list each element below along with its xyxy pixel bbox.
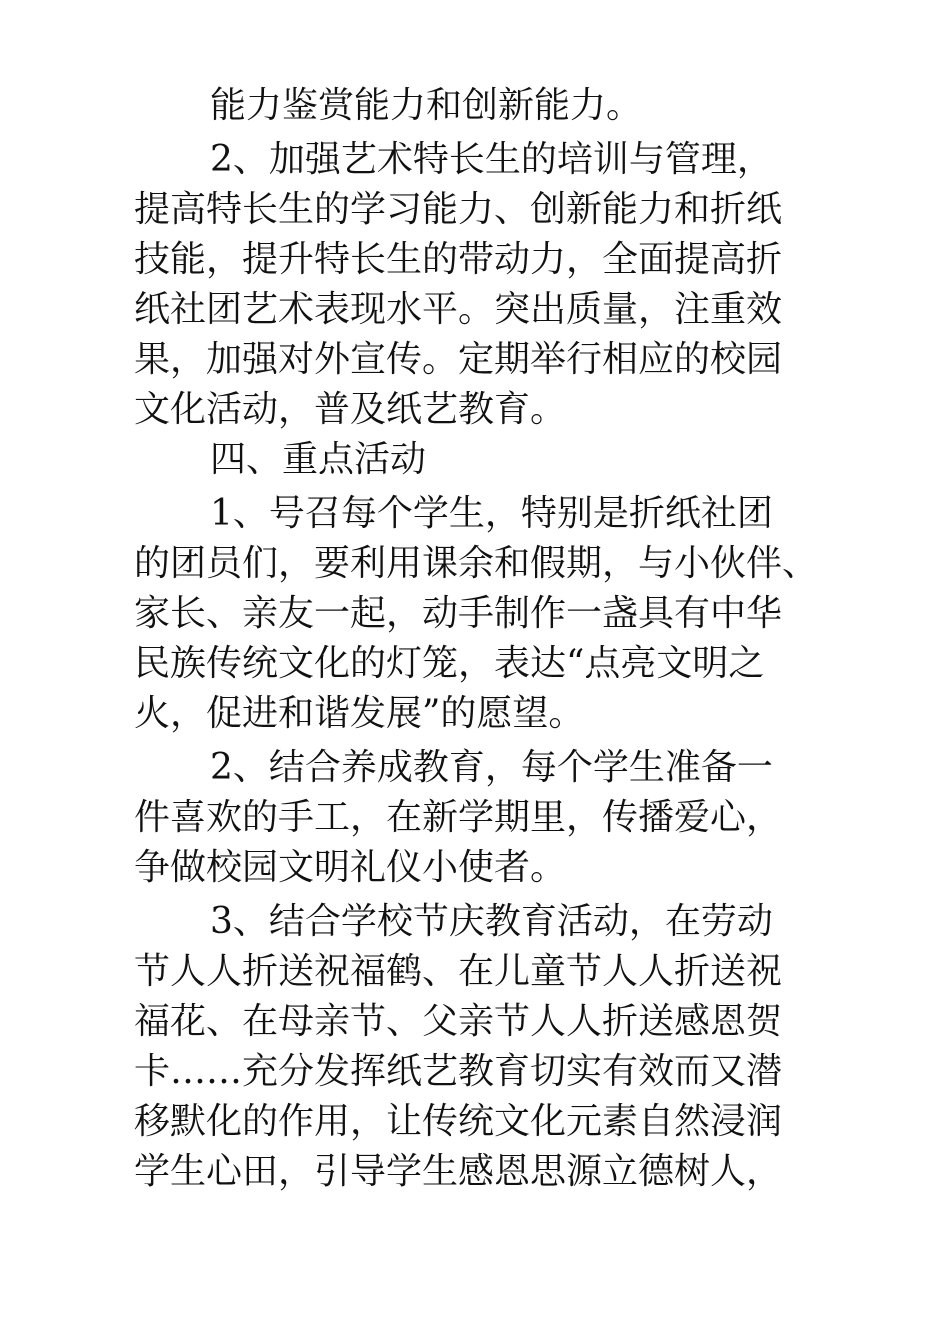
text-line: 移默化的作用，让传统文化元素自然浸润 (134, 1101, 783, 1142)
text-line: 1、号召每个学生，特别是折纸社团 (210, 493, 773, 534)
text-line: 卡……充分发挥纸艺教育切实有效而又潜 (134, 1051, 783, 1092)
text-line: 节人人折送祝福鹤、在儿童节人人折送祝 (134, 951, 783, 992)
text-line: 件喜欢的手工，在新学期里，传播爱心， (134, 797, 783, 838)
section-heading: 四、重点活动 (210, 439, 427, 480)
text-line: 2、加强艺术特长生的培训与管理， (210, 139, 773, 180)
text-line: 火，促进和谐发展”的愿望。 (134, 693, 585, 734)
text-line: 纸社团艺术表现水平。突出质量，注重效 (134, 289, 783, 330)
text-line: 民族传统文化的灯笼，表达“点亮文明之 (134, 643, 765, 684)
text-line: 果，加强对外宣传。定期举行相应的校园 (134, 339, 783, 380)
text-line: 3、结合学校节庆教育活动，在劳动 (210, 901, 773, 942)
text-line: 的团员们，要利用课余和假期，与小伙伴、 (134, 543, 819, 584)
text-line: 学生心田，引导学生感恩思源立德树人， (134, 1151, 783, 1192)
text-line: 文化活动，普及纸艺教育。 (134, 389, 567, 430)
text-line: 技能，提升特长生的带动力，全面提高折 (134, 239, 783, 280)
text-line: 福花、在母亲节、父亲节人人折送感恩贺 (134, 1001, 783, 1042)
text-line: 提高特长生的学习能力、创新能力和折纸 (134, 189, 783, 230)
text-line: 争做校园文明礼仪小使者。 (134, 847, 567, 888)
text-line: 能力鉴赏能力和创新能力。 (210, 85, 643, 126)
text-line: 2、结合养成教育，每个学生准备一 (210, 747, 773, 788)
text-line: 家长、亲友一起，动手制作一盏具有中华 (134, 593, 783, 634)
